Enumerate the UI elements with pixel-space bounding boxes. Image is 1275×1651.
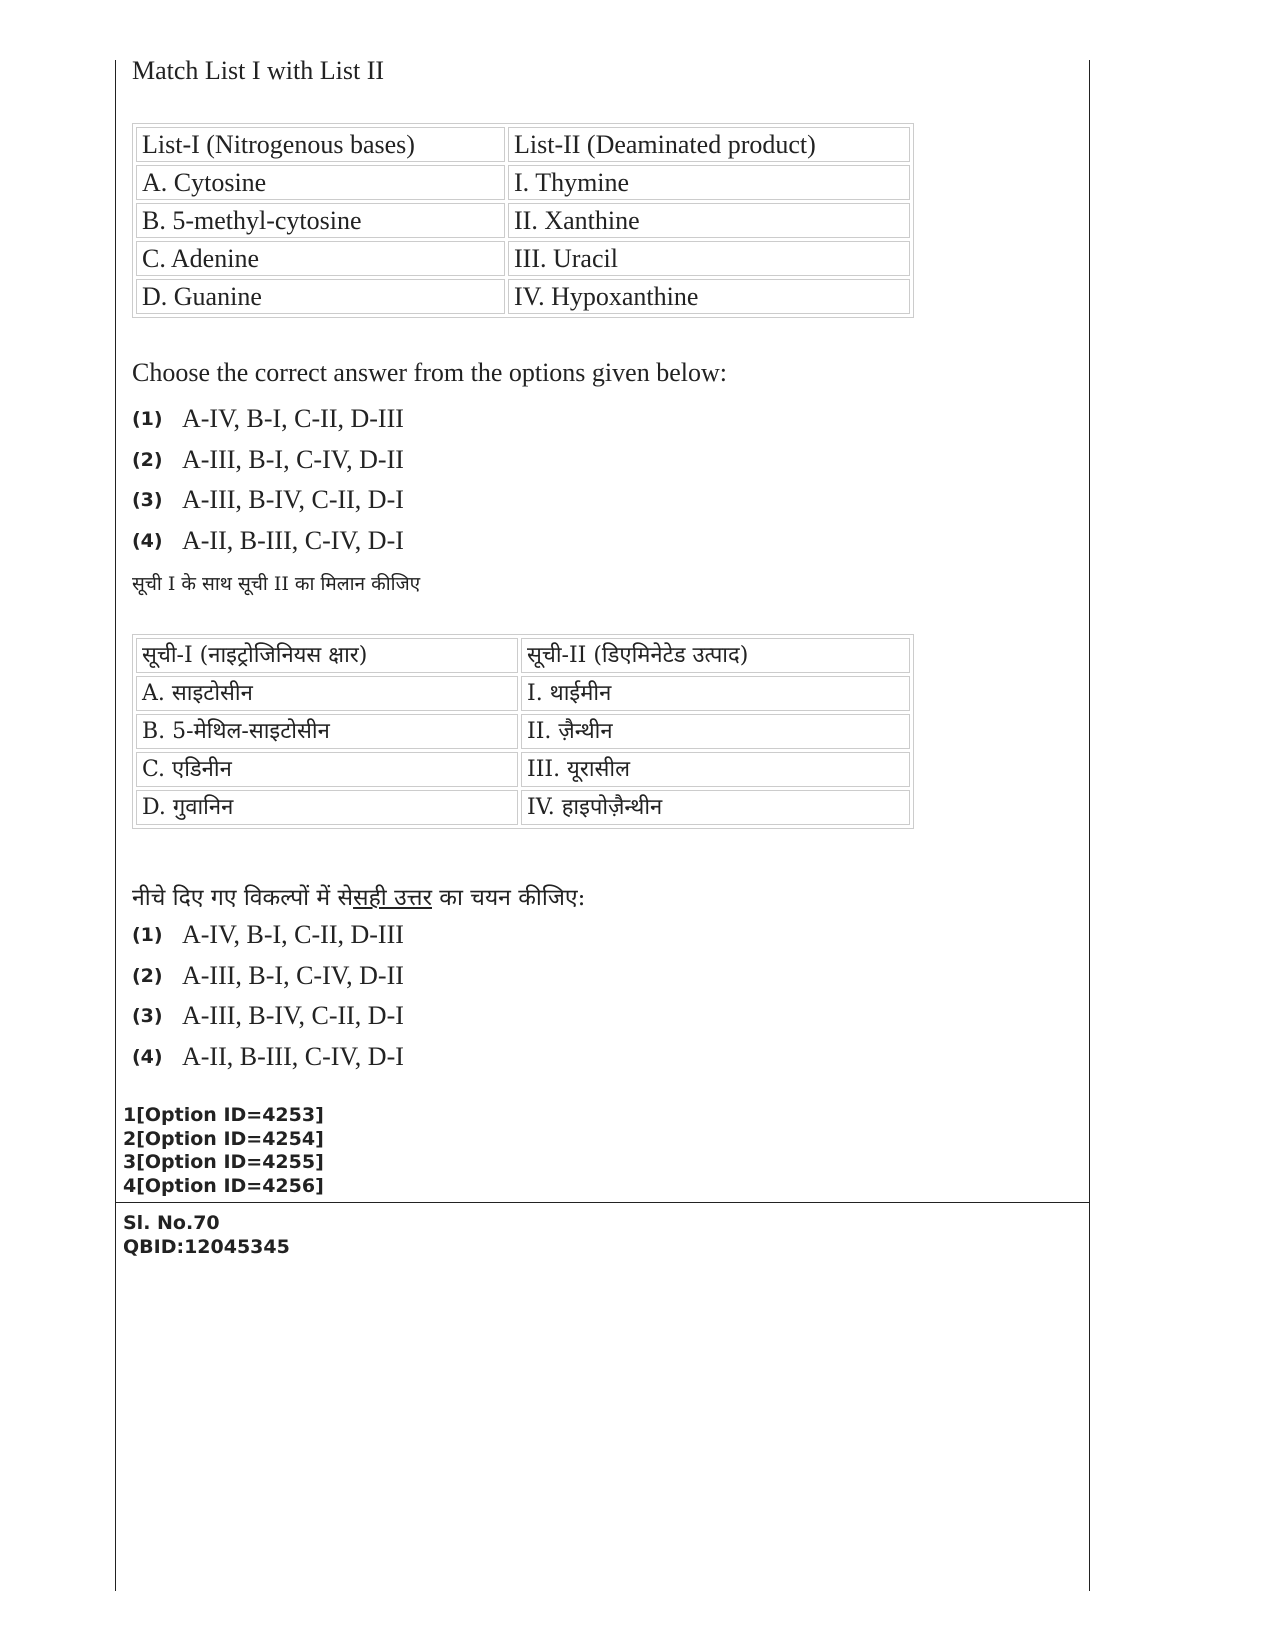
option-2-hindi	[132, 957, 404, 995]
table-cell: B. 5-methyl-cytosine	[136, 203, 505, 238]
question-divider	[115, 1202, 1090, 1203]
table-cell: I. थाईमीन	[521, 676, 910, 711]
option-text: A-III, B-I, C-IV, D-II	[182, 961, 404, 990]
option-text: A-II, B-III, C-IV, D-I	[182, 1042, 404, 1071]
option-text: A-III, B-IV, C-II, D-I	[182, 485, 404, 514]
prompt-underlined-text: सही उत्तर	[353, 885, 432, 911]
table-cell: IV. Hypoxanthine	[508, 279, 910, 314]
table-row	[136, 279, 910, 314]
option-1-hindi	[132, 916, 404, 954]
table-row	[136, 676, 910, 711]
qbid: QBID:12045345	[123, 1235, 290, 1258]
option-3-hindi	[132, 997, 404, 1035]
option-text: A-II, B-III, C-IV, D-I	[182, 526, 404, 555]
table-cell: II. Xanthine	[508, 203, 910, 238]
option-number: (4)	[132, 1046, 163, 1068]
table-row	[136, 241, 910, 276]
option-text: A-III, B-I, C-IV, D-II	[182, 445, 404, 474]
table-header-cell: List-I (Nitrogenous bases)	[136, 127, 505, 162]
table-row	[136, 203, 910, 238]
option-number: (2)	[132, 965, 163, 987]
question-prompt-hindi	[132, 880, 585, 912]
option-id: 2[Option ID=4254]	[123, 1127, 324, 1150]
next-question-header	[123, 1212, 290, 1259]
table-cell: III. यूरासील	[521, 752, 910, 787]
table-header-row	[136, 638, 910, 673]
table-cell: III. Uracil	[508, 241, 910, 276]
table-cell: A. Cytosine	[136, 165, 505, 200]
prompt-text: नीचे दिए गए विकल्पों में से	[132, 885, 354, 911]
option-3	[132, 481, 404, 519]
option-number: (3)	[132, 489, 163, 511]
option-number: (2)	[132, 449, 163, 471]
option-text: A-IV, B-I, C-II, D-III	[182, 404, 404, 433]
option-id: 3[Option ID=4255]	[123, 1151, 324, 1173]
table-row	[136, 714, 910, 749]
option-number: (3)	[132, 1005, 163, 1027]
table-header-cell: सूची-II (डिएमिनेटेड उत्पाद)	[521, 638, 910, 673]
table-header-row	[136, 127, 910, 162]
option-number: (1)	[132, 408, 163, 430]
option-id: 4[Option ID=4256]	[123, 1174, 324, 1197]
table-cell: B. 5-मेथिल-साइटोसीन	[136, 714, 518, 749]
option-1	[132, 400, 404, 438]
table-cell: II. ज़ैन्थीन	[521, 714, 910, 749]
left-border	[115, 60, 116, 1591]
table-cell: IV. हाइपोज़ैन्थीन	[521, 790, 910, 825]
table-row	[136, 752, 910, 787]
prompt-text: का चयन कीजिए:	[439, 885, 586, 911]
table-cell: D. गुवानिन	[136, 790, 518, 825]
table-cell: I. Thymine	[508, 165, 910, 200]
question-heading: Match List I with List II	[132, 56, 385, 85]
table-cell: D. Guanine	[136, 279, 505, 314]
table-header-cell: सूची-I (नाइट्रोजिनियस क्षार)	[136, 638, 518, 673]
option-id: 1[Option ID=4253]	[123, 1104, 324, 1126]
serial-number: Sl. No.70	[123, 1212, 220, 1234]
right-border	[1089, 60, 1090, 1591]
option-id-list	[123, 1104, 324, 1198]
option-4	[132, 522, 404, 560]
table-row	[136, 165, 910, 200]
match-table-english	[132, 123, 914, 318]
table-row	[136, 790, 910, 825]
question-heading-hindi: सूची I के साथ सूची II का मिलान कीजिए	[132, 573, 421, 595]
option-number: (4)	[132, 530, 163, 552]
table-cell: C. एडिनीन	[136, 752, 518, 787]
option-text: A-III, B-IV, C-II, D-I	[182, 1001, 404, 1030]
table-header-cell: List-II (Deaminated product)	[508, 127, 910, 162]
option-number: (1)	[132, 924, 163, 946]
question-prompt: Choose the correct answer from the options given below:	[132, 358, 727, 387]
table-cell: C. Adenine	[136, 241, 505, 276]
option-4-hindi	[132, 1038, 404, 1076]
option-text: A-IV, B-I, C-II, D-III	[182, 920, 404, 949]
option-2	[132, 441, 404, 479]
match-table-hindi	[132, 634, 914, 829]
table-cell: A. साइटोसीन	[136, 676, 518, 711]
